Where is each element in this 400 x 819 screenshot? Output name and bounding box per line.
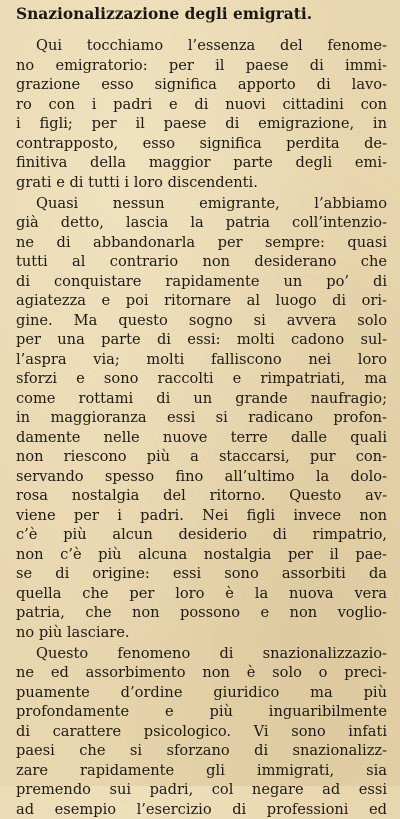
text-line: l’aspra via; molti falliscono nei loro [16, 350, 387, 370]
text-line: per una parte di essi: molti cadono sul- [16, 330, 387, 350]
text-line: sforzi e sono raccolti e rimpatriati, ma [16, 369, 387, 389]
text-line: ne ed assorbimento non è solo o preci- [16, 663, 387, 683]
text-line: premendo sui padri, col negare ad essi [16, 780, 387, 800]
text-line: ro con i padri e di nuovi cittadini con [16, 95, 387, 115]
paragraph-2 [16, 194, 387, 643]
text-line: di conquistare rapidamente un po’ di [16, 272, 387, 292]
text-line: come rottami di un grande naufragio; [16, 389, 387, 409]
text-line: puamente d’ordine giuridico ma più [16, 683, 387, 703]
text-line: paesi che si sforzano di snazionalizz- [16, 741, 387, 761]
text-line: Quasi nessun emigrante, l’abbiamo [16, 194, 387, 214]
text-line: non riescono più a staccarsi, pur con- [16, 447, 387, 467]
section-title: Snazionalizzazione degli emigrati. [16, 4, 312, 24]
paragraph-1 [16, 36, 387, 192]
paragraph-3 [16, 644, 387, 819]
text-line: no più lasciare. [16, 623, 387, 643]
text-line: ne di abbandonarla per sempre: quasi [16, 233, 387, 253]
text-line: agiatezza e poi ritornare al luogo di ori- [16, 291, 387, 311]
text-line: no emigratorio: per il paese di immi- [16, 56, 387, 76]
article-body [16, 36, 387, 819]
text-line: di carattere psicologico. Vi sono infati [16, 722, 387, 742]
text-line: i figli; per il paese di emigrazione, in [16, 114, 387, 134]
text-line: patria, che non possono e non voglio- [16, 603, 387, 623]
text-line: viene per i padri. Nei figli invece non [16, 506, 387, 526]
text-line: Questo fenomeno di snazionalizzazio- [16, 644, 387, 664]
text-line: damente nelle nuove terre dalle quali [16, 428, 387, 448]
text-line: zare rapidamente gli immigrati, sia [16, 761, 387, 781]
text-line: non c’è più alcuna nostalgia per il pae- [16, 545, 387, 565]
text-line: grati e di tutti i loro discendenti. [16, 173, 387, 193]
text-line: servando spesso fino all’ultimo la dolo- [16, 467, 387, 487]
text-line: in maggioranza essi si radicano profon- [16, 408, 387, 428]
text-line: Qui tocchiamo l’essenza del fenome- [16, 36, 387, 56]
text-line: c’è più alcun desiderio di rimpatrio, [16, 525, 387, 545]
text-line: già detto, lascia la patria coll’intenzio- [16, 213, 387, 233]
text-line: contrapposto, esso significa perdita de- [16, 134, 387, 154]
text-line: rosa nostalgia del ritorno. Questo av- [16, 486, 387, 506]
text-line: tutti al contrario non desiderano che [16, 252, 387, 272]
text-line: se di origine: essi sono assorbiti da [16, 564, 387, 584]
text-line: profondamente e più inguaribilmente [16, 702, 387, 722]
text-line: quella che per loro è la nuova vera [16, 584, 387, 604]
text-line: gine. Ma questo sogno si avvera solo [16, 311, 387, 331]
text-line: finitiva della maggior parte degli emi- [16, 153, 387, 173]
text-line: ad esempio l’esercizio di professioni ed [16, 800, 387, 819]
text-line: grazione esso significa apporto di lavo- [16, 75, 387, 95]
